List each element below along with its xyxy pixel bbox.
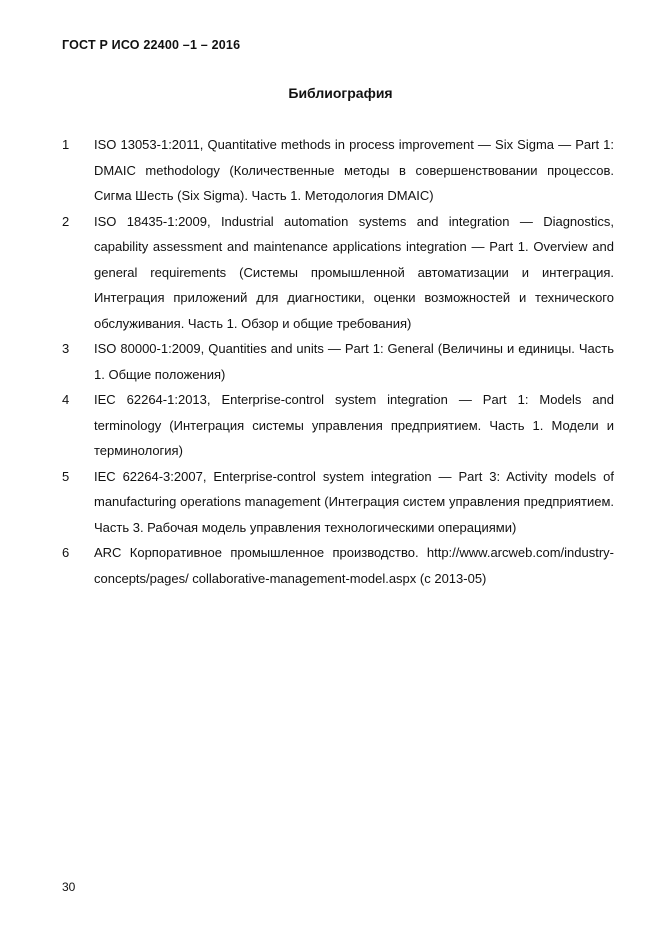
entry-number: 4 [62, 392, 70, 407]
bibliography-list [62, 132, 614, 591]
entry-number: 1 [62, 137, 70, 152]
entry-number: 3 [62, 341, 70, 356]
entry-text: ISO 80000-1:2009, Quantities and units — Part 1: General (Величины и единицы. Часть 1. Общие положения) [94, 341, 614, 382]
entry-text: ISO 18435-1:2009, Industrial automation systems and integration — Diagnostics, capability assessment and maintenance applications integration — Part 1. Overview and general requirements (Системы промышленной автоматизации и интеграция. Интеграция приложений для диагностики, оценки возможностей и технического обслуживания. Часть 1. Обзор и общие требования) [94, 213, 614, 331]
bibliography-entry-3 [62, 336, 614, 387]
bibliography-entry-2 [62, 209, 614, 337]
section-title: Библиография [288, 85, 393, 101]
bibliography-entry-5 [62, 464, 614, 541]
document-code-header: ГОСТ Р ИСО 22400 –1 – 2016 [62, 38, 241, 52]
page-number: 30 [62, 880, 76, 894]
entry-number: 6 [62, 545, 70, 560]
entry-number: 5 [62, 468, 70, 484]
entry-text: ARC Корпоративное промышленное производство. http://www.arcweb.com/industry-concepts/pages/ collaborative-management-model.aspx (с 2013-05) [94, 545, 614, 586]
entry-text: IEC 62264-3:2007, Enterprise-control system integration — Part 3: Activity models of manufacturing operations management (Интеграция систем управления предприятием. Часть 3. Рабочая модель управления технологическими операциями) [94, 468, 614, 535]
entry-text: IEC 62264-1:2013, Enterprise-control system integration — Part 1: Models and terminology (Интеграция системы управления предприятием. Часть 1. Модели и терминология) [94, 392, 614, 458]
bibliography-entry-6 [62, 540, 614, 591]
bibliography-entry-1 [62, 132, 614, 209]
entry-text: ISO 13053-1:2011, Quantitative methods in process improvement — Six Sigma — Part 1: DMAIC methodology (Количественные методы в совершенствовании процессов. Сигма Шесть (Six Sigma). Часть 1. Методология DMAIC) [94, 137, 614, 203]
bibliography-entry-4 [62, 387, 614, 464]
entry-number: 2 [62, 213, 70, 229]
